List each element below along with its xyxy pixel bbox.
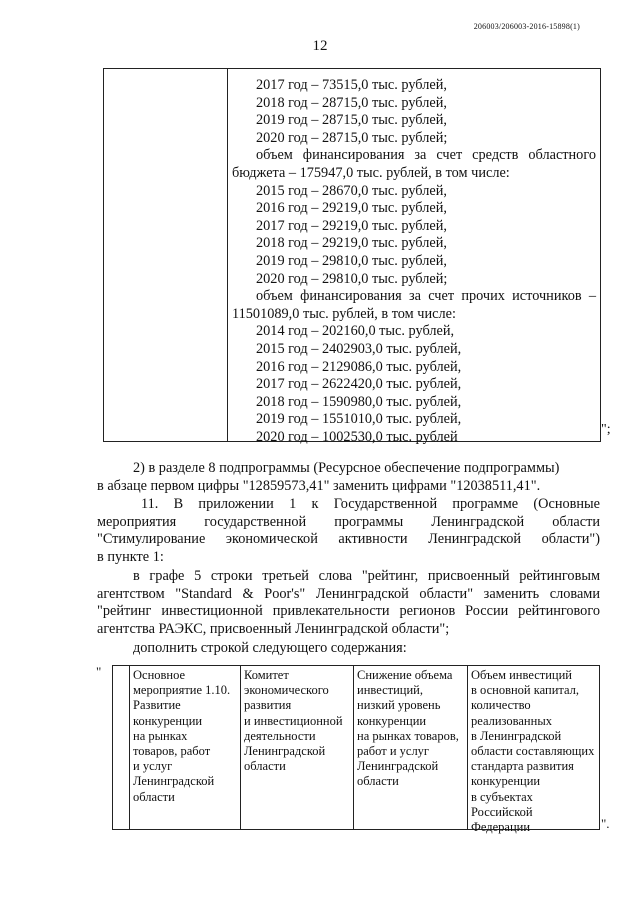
financing-line: 2020 год – 28715,0 тыс. рублей; (256, 129, 448, 146)
cell-line: области (357, 774, 399, 789)
paragraph-line: в графе 5 строки третьей слова "рейтинг, присвоенный рейтинговым (133, 568, 600, 584)
cell-line: конкуренции (357, 713, 427, 728)
financing-line: бюджета – 175947,0 тыс. рублей, в том числе: (232, 164, 510, 181)
paragraph-line: агентством "Standard & Poor's" Ленинградской области" заменить словами (97, 585, 600, 602)
financing-line: 2019 год – 1551010,0 тыс. рублей, (256, 411, 462, 428)
financing-line: 2019 год – 29810,0 тыс. рублей, (256, 252, 447, 269)
paragraph-add-row (97, 640, 600, 658)
cell-line: на рынках (133, 728, 188, 743)
paragraph-column-5 (97, 568, 600, 638)
cell-line: области (244, 759, 286, 774)
financing-line: 2018 год – 1590980,0 тыс. рублей, (256, 393, 462, 410)
document-id: 206003/206003-2016-15898(1) (473, 22, 580, 31)
cell-line: Комитет (244, 668, 289, 682)
cell-line: низкий уровень (357, 698, 441, 713)
financing-line: 2016 год – 2129086,0 тыс. рублей, (256, 358, 462, 375)
cell-line: области составляющих (471, 744, 595, 759)
measures-table-index-cell (113, 666, 130, 829)
cell-line: Российской (471, 804, 533, 819)
paragraph-appendix-1 (97, 496, 600, 566)
cell-line: области (133, 789, 175, 804)
financing-line: 2014 год – 202160,0 тыс. рублей, (256, 323, 455, 340)
cell-line: работ и услуг (357, 744, 430, 759)
paragraph-line: в пункте 1: (97, 548, 164, 565)
table-closing-quote: "; (601, 422, 611, 437)
cell-line: товаров, работ (133, 744, 211, 759)
financing-line: 2020 год – 1002530,0 тыс. рублей (256, 428, 458, 445)
financing-line: объем финансирования за счет прочих источников – (256, 288, 596, 305)
cell-line: Федерации (471, 820, 531, 835)
cell-line: и инвестиционной (244, 713, 343, 728)
cell-line: развития (244, 698, 292, 713)
measures-table-cell-risks (354, 666, 468, 829)
cell-line: Ленинградской (133, 774, 215, 789)
cell-line: экономического (244, 683, 329, 698)
cell-line: в субъектах (471, 789, 533, 804)
financing-line: 2017 год – 29219,0 тыс. рублей, (256, 217, 447, 234)
paragraph-line: 2) в разделе 8 подпрограммы (Ресурсное обеспечение подпрограммы) (133, 460, 560, 476)
cell-line: и услуг (133, 759, 173, 774)
financing-line: 2020 год – 29810,0 тыс. рублей; (256, 270, 448, 287)
paragraph-section-8 (97, 460, 600, 495)
cell-line: в основной капитал, (471, 683, 580, 698)
paragraph-line: "рейтинг инвестиционной привлекательности регионов России рейтингового (97, 603, 600, 620)
cell-line: конкуренции (133, 713, 203, 728)
financing-line: 2015 год – 28670,0 тыс. рублей, (256, 182, 447, 199)
financing-table-content-cell (228, 69, 600, 445)
paragraph-line: "Стимулирование экономической активности Ленинградской области") (97, 531, 600, 548)
paragraph-line: агентства РАЭКС, присвоенный Ленинградской области"; (97, 620, 450, 637)
measures-table-cell-indicators (468, 666, 599, 835)
paragraph-line: мероприятия государственной программы Ленинградской области (97, 513, 600, 530)
financing-line: 2019 год – 28715,0 тыс. рублей, (256, 112, 447, 129)
financing-table-label-cell (104, 69, 228, 441)
cell-line: инвестиций, (357, 683, 423, 698)
page-number: 12 (312, 38, 328, 54)
financing-line: 2018 год – 28715,0 тыс. рублей, (256, 94, 447, 111)
paragraph-line: дополнить строкой следующего содержания: (133, 640, 407, 656)
cell-line: на рынках товаров, (357, 728, 459, 743)
cell-line: реализованных (471, 713, 552, 728)
cell-line: конкуренции (471, 774, 541, 789)
financing-table (103, 68, 601, 445)
cell-line: Снижение объема (357, 668, 453, 682)
cell-line: мероприятие 1.10. (133, 683, 231, 698)
cell-line: Объем инвестиций (471, 668, 572, 682)
measures-table-cell-executor (241, 666, 354, 829)
table-closing-quote: ". (601, 816, 610, 831)
measures-table-cell-measure (130, 666, 241, 829)
cell-line: количество (471, 698, 531, 713)
cell-line: Развитие (133, 698, 181, 713)
measures-table (112, 665, 600, 835)
cell-line: Основное (133, 668, 186, 682)
paragraph-line: в абзаце первом цифры "12859573,41" заменить цифрами "12038511,41". (97, 477, 541, 494)
financing-line: 11501089,0 тыс. рублей, в том числе: (232, 305, 456, 322)
cell-line: в Ленинградской (471, 728, 562, 743)
financing-line: 2017 год – 2622420,0 тыс. рублей, (256, 376, 462, 393)
cell-line: Ленинградской (244, 744, 326, 759)
financing-line: объем финансирования за счет средств областного (256, 147, 596, 164)
financing-line: 2018 год – 29219,0 тыс. рублей, (256, 235, 447, 252)
cell-line: деятельности (244, 728, 316, 743)
cell-line: Ленинградской (357, 759, 439, 774)
financing-line: 2016 год – 29219,0 тыс. рублей, (256, 200, 447, 217)
financing-line: 2015 год – 2402903,0 тыс. рублей, (256, 340, 462, 357)
table-opening-quote: " (96, 664, 102, 679)
cell-line: стандарта развития (471, 759, 574, 774)
financing-line: 2017 год – 73515,0 тыс. рублей, (256, 77, 447, 93)
paragraph-line: 11. В приложении 1 к Государственной программе (Основные (141, 496, 600, 512)
